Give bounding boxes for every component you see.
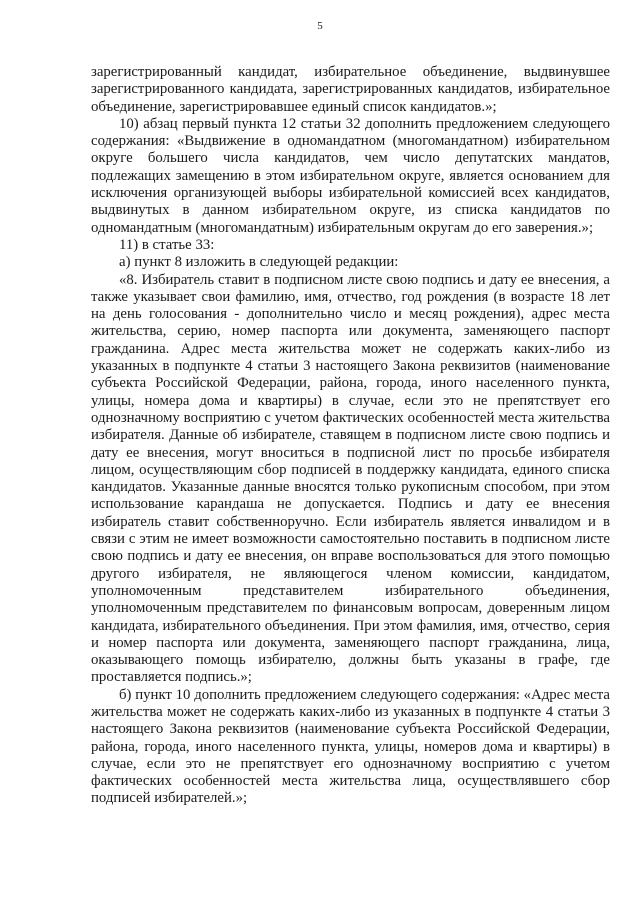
paragraph-subitem-b: б) пункт 10 дополнить предложением следующего содержания: «Адрес места жительства может не содержать каких-либо из указанных в подпункте 4 статьи 3 настоящего Закона реквизитов (наименование субъекта Российской Федерации, района, города, иного населенного пункта, улицы, номеров дома и квартиры) в случае, если это не препятствует его однозначному восприятию с учетом фактических особенностей места жительства лица, осуществлявшего сбор подписей избирателей.»; [91, 686, 610, 807]
paragraph-item-10: 10) абзац первый пункта 12 статьи 32 дополнить предложением следующего содержания: «Выдвижение в одномандатном (многомандатном) избирательном округе большего числа кандидатов, чем число депутатских мандатов, подлежащих замещению в этом избирательном округе, является основанием для исключения организующей выборы избирательной комиссией всех кандидатов, выдвинутых в данном избирательном округе, из списка кандидатов по одномандатным (многомандатным) избирательным округам до его заверения.»; [91, 115, 610, 236]
paragraph-continuation: зарегистрированный кандидат, избирательное объединение, выдвинувшее зарегистрированного кандидата, зарегистрированных кандидатов, избирательное объединение, зарегистрировавшее единый список кандидатов.»; [91, 64, 610, 115]
paragraph-subitem-a: а) пункт 8 изложить в следующей редакции: [119, 254, 399, 271]
paragraph-point-8: «8. Избиратель ставит в подписном листе свою подпись и дату ее внесения, а также указывает свои фамилию, имя, отчество, год рождения (в возрасте 18 лет на день голосования - дополнительно число и месяц рождения), адрес места жительства, серию, номер паспорта или документа, заменяющего паспорт гражданина. Адрес места жительства может не содержать каких-либо из указанных в подпункте 4 статьи 3 настоящего Закона реквизитов (наименование субъекта Российской Федерации, района, города, иного населенного пункта, улицы, номера дома и квартиры) в случае, если это не препятствует его однозначному восприятию с учетом фактических особенностей места жительства избирателя. Данные об избирателе, ставящем в подписном листе свою подпись и дату ее внесения, могут вноситься в подписной лист по просьбе избирателя лицом, осуществляющим сбор подписей в поддержку кандидата, единого списка кандидатов. Указанные данные вносятся только рукописным способом, при этом использование карандаша не допускается. Подпись и дату ее внесения избиратель ставит собственноручно. Если избиратель является инвалидом и в связи с этим не имеет возможности самостоятельно поставить в подписном листе свою подпись и дату ее внесения, он вправе воспользоваться для этого помощью другого избирателя, не являющегося членом комиссии, кандидатом, уполномоченным представителем избирательного объединения, уполномоченным представителем по финансовым вопросам, доверенным лицом кандидата, избирательного объединения. При этом фамилия, имя, отчество, серия и номер паспорта или документа, заменяющего паспорт гражданина, лица, оказывающего помощь избирателю, должны быть указаны в графе, где проставляется подпись.»; [91, 271, 610, 686]
paragraph-item-11: 11) в статье 33: [119, 236, 215, 253]
page-number: 5 [317, 20, 323, 32]
document-body [91, 64, 610, 808]
